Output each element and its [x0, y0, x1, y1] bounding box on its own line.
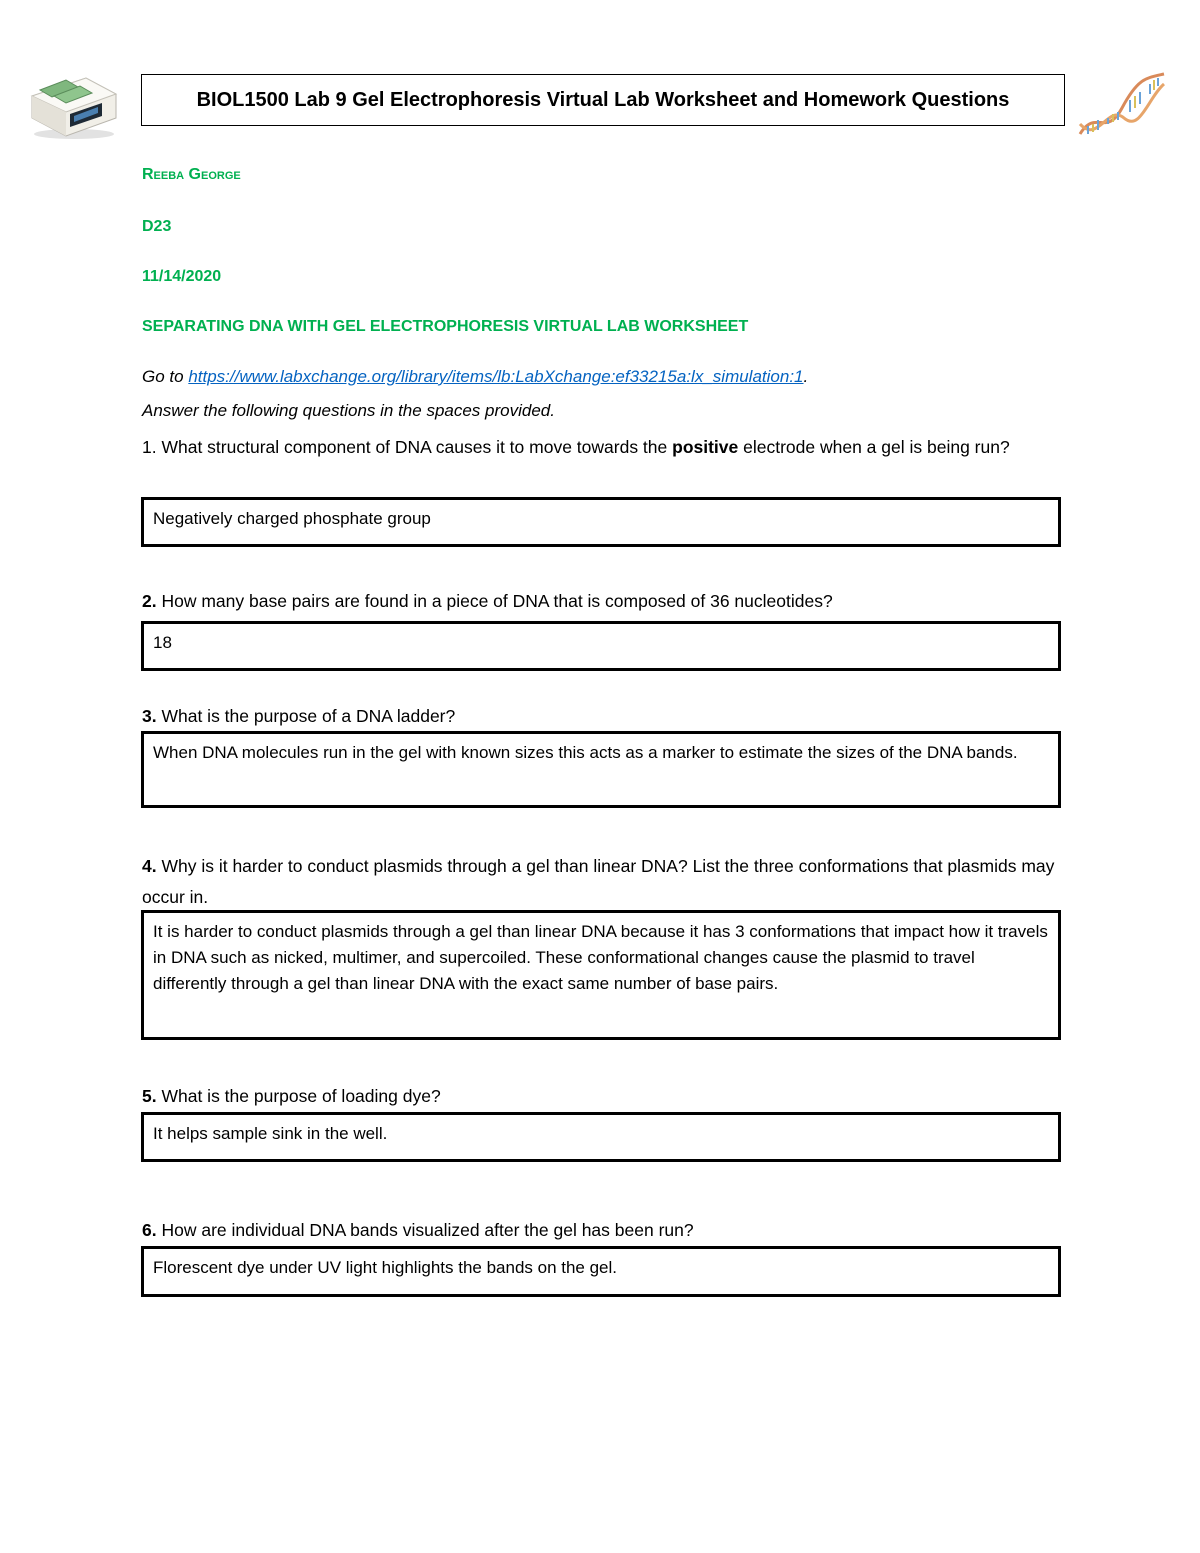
question-3	[142, 702, 1062, 731]
answer-box-3[interactable]: When DNA molecules run in the gel with known sizes this acts as a marker to estimate the sizes of the DNA bands.	[141, 731, 1061, 808]
instructions-goto	[142, 367, 808, 387]
dna-helix-image	[1076, 68, 1168, 140]
question-number: 2.	[142, 591, 157, 611]
goto-prefix: Go to	[142, 367, 189, 386]
question-text: How are individual DNA bands visualized after the gel has been run?	[156, 1220, 694, 1240]
question-text: What is the purpose of loading dye?	[156, 1086, 441, 1106]
answer-box-6[interactable]: Florescent dye under UV light highlights the bands on the gel.	[141, 1246, 1061, 1297]
question-text: How many base pairs are found in a piece of DNA that is composed of 36 nucleotides?	[156, 591, 833, 611]
question-text: electrode when a gel is being run?	[738, 437, 1010, 457]
simulation-link[interactable]: https://www.labxchange.org/library/items/lb:LabXchange:ef33215a:lx_simulation:1	[188, 367, 804, 386]
question-6	[142, 1216, 1062, 1245]
question-text: What structural component of DNA causes it to move towards the	[156, 437, 673, 457]
goto-suffix: .	[803, 367, 809, 386]
submission-date: 11/14/2020	[142, 268, 222, 285]
question-5	[142, 1082, 1062, 1111]
question-number: 3.	[142, 706, 157, 726]
question-number: 5.	[142, 1086, 157, 1106]
question-emphasis: positive	[672, 437, 739, 457]
answer-box-1[interactable]: Negatively charged phosphate group	[141, 497, 1061, 547]
question-text: What is the purpose of a DNA ladder?	[156, 706, 456, 726]
question-number: 4.	[142, 856, 157, 876]
question-number: 6.	[142, 1220, 157, 1240]
student-section: D23	[142, 218, 172, 235]
answer-note: Answer the following questions in the spaces provided.	[142, 401, 555, 420]
section-title: SEPARATING DNA WITH GEL ELECTROPHORESIS VIRTUAL LAB WORKSHEET	[142, 318, 749, 335]
worksheet-title: BIOL1500 Lab 9 Gel Electrophoresis Virtual Lab Worksheet and Homework Questions	[141, 74, 1065, 126]
question-2	[142, 587, 1062, 616]
question-text: Why is it harder to conduct plasmids through a gel than linear DNA? List the three conformations that plasmids may occur in.	[142, 856, 1055, 907]
answer-box-4[interactable]: It is harder to conduct plasmids through a gel than linear DNA because it has 3 conformations that impact how it travels in DNA such as nicked, multimer, and supercoiled. These conformational changes cause the plasmid to travel differently through a gel than linear DNA with the exact same number of base pairs.	[141, 910, 1061, 1040]
thermal-cycler-image	[26, 60, 120, 140]
student-name: Reeba George	[142, 166, 241, 183]
question-4	[142, 851, 1062, 913]
question-1	[142, 433, 1062, 462]
answer-box-2[interactable]: 18	[141, 621, 1061, 671]
question-number: 1.	[142, 437, 157, 457]
answer-box-5[interactable]: It helps sample sink in the well.	[141, 1112, 1061, 1162]
